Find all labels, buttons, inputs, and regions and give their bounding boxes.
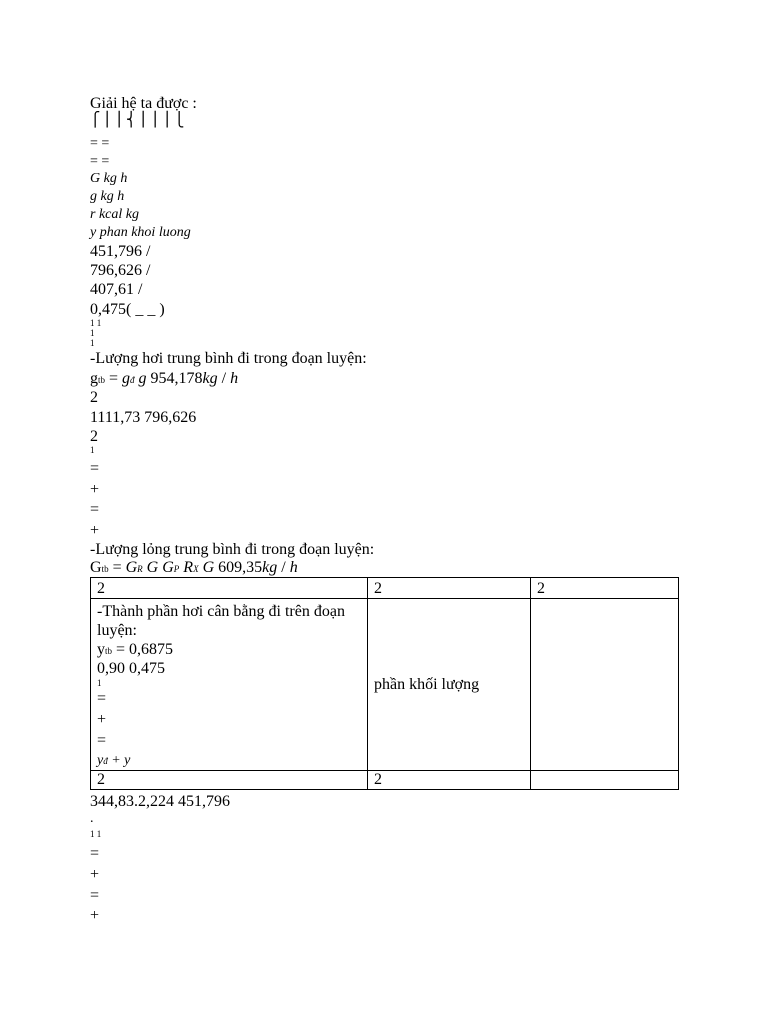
cell-text: 2: [97, 771, 105, 788]
cell-text: =: [97, 732, 107, 749]
formula-unit: h: [230, 370, 239, 387]
data-table: [90, 577, 679, 790]
table-row: [91, 599, 679, 771]
formula-symbol: G: [125, 559, 138, 576]
section-liquid-average: -Lượng lỏng trung bình đi trong đoạn luyện:: [90, 541, 375, 558]
formula-symbol: G: [198, 559, 219, 576]
value-line: 796,626 /: [90, 262, 151, 279]
cell-text: 1: [97, 678, 102, 688]
subscript-line: 1 1: [90, 318, 102, 328]
formula-symbol: g: [134, 370, 151, 387]
formula-unit: h: [289, 559, 298, 576]
cell-text: 2: [537, 580, 545, 597]
subscript-line: 1: [90, 338, 95, 348]
table-row: [91, 578, 679, 599]
operator-line: =: [90, 845, 100, 862]
table-cell: [368, 578, 531, 599]
formula-vapor-average: [90, 371, 238, 387]
unit-line: y phan khoi luong: [90, 225, 191, 240]
cell-text: 2: [374, 580, 382, 597]
formula-subscript: tb: [105, 646, 113, 656]
formula-symbol: R: [179, 559, 194, 576]
equation-line: = =: [90, 136, 110, 151]
formula-subscript: X: [193, 564, 199, 574]
table-cell: [368, 771, 531, 790]
formula-symbol: g: [90, 370, 98, 387]
table-cell: [91, 599, 368, 771]
formula-subscript: tb: [101, 564, 109, 574]
formula-symbol: g: [122, 370, 131, 387]
formula-value: 609,35: [218, 559, 263, 576]
section-vapor-average: -Lượng hơi trung bình đi trong đoạn luyện:: [90, 350, 367, 367]
value-line: 0,475( _ _ ): [90, 301, 165, 318]
formula-operator: /: [277, 559, 290, 576]
operator-line: +: [90, 481, 100, 498]
operator-line: =: [90, 887, 100, 904]
table-cell: [91, 578, 368, 599]
table-cell: [531, 771, 679, 790]
subscript-line: 1 1: [90, 829, 102, 839]
value-line: 344,83.2,224 451,796: [90, 793, 230, 810]
formula-symbol: G G: [142, 559, 174, 576]
cell-text: =: [97, 690, 107, 707]
formula-operator: =: [108, 559, 126, 576]
table-cell: [531, 599, 679, 771]
table-cell: [91, 771, 368, 790]
formula-symbol: + y: [107, 753, 131, 768]
cell-text: 0,90 0,475: [97, 660, 165, 677]
formula-symbol: y: [97, 753, 104, 768]
cell-text: +: [97, 711, 107, 728]
operator-line: +: [90, 907, 100, 924]
cell-text: -Thành phần hơi cân bằng đi trên đoạn luyện:: [97, 603, 345, 639]
heading-solve-system: Giải hệ ta được :: [90, 95, 197, 112]
formula-unit: kg: [262, 559, 278, 576]
operator-line: +: [90, 866, 100, 883]
value-line: 1111,73 796,626: [90, 409, 197, 426]
cell-text: phần khối lượng: [374, 675, 480, 693]
unit-line: G kg h: [90, 171, 128, 186]
subscript-line: 1: [90, 328, 95, 338]
formula-subscript: R: [137, 564, 143, 574]
cell-text: 2: [374, 771, 382, 788]
operator-line: +: [90, 522, 100, 539]
formula-subscript: đ: [130, 375, 135, 385]
formula-subscript: P: [173, 564, 180, 574]
table-cell: [368, 599, 531, 771]
formula-symbol: y: [97, 641, 105, 658]
equation-line: = =: [90, 154, 110, 169]
value-line: 407,61 /: [90, 281, 143, 298]
brace-glyphs: ⎧ ⎪ ⎪ ⎨ ⎪ ⎪ ⎪ ⎩: [90, 113, 184, 128]
formula-unit: kg: [202, 370, 218, 387]
formula-subscript: đ: [103, 756, 108, 766]
formula-symbol: G: [90, 559, 102, 576]
cell-text: 2: [97, 580, 105, 597]
formula-operator: =: [105, 370, 123, 387]
value-line: 2: [90, 428, 98, 445]
value-line: 2: [90, 389, 98, 406]
formula-value: = 0,6875: [112, 641, 174, 658]
unit-line: r kcal kg: [90, 207, 139, 222]
subscript-line: 1: [90, 445, 95, 455]
formula-operator: /: [217, 370, 231, 387]
dot-line: .: [90, 811, 94, 826]
cell-formula: [97, 642, 361, 658]
formula-value: 954,178: [150, 370, 203, 387]
formula-subscript: tb: [98, 375, 106, 385]
cell-formula: [97, 754, 361, 768]
table-cell: [531, 578, 679, 599]
unit-line: g kg h: [90, 189, 125, 204]
operator-line: =: [90, 501, 100, 518]
value-line: 451,796 /: [90, 243, 151, 260]
operator-line: =: [90, 460, 100, 477]
table-row: [91, 771, 679, 790]
formula-liquid-average: [90, 560, 298, 576]
